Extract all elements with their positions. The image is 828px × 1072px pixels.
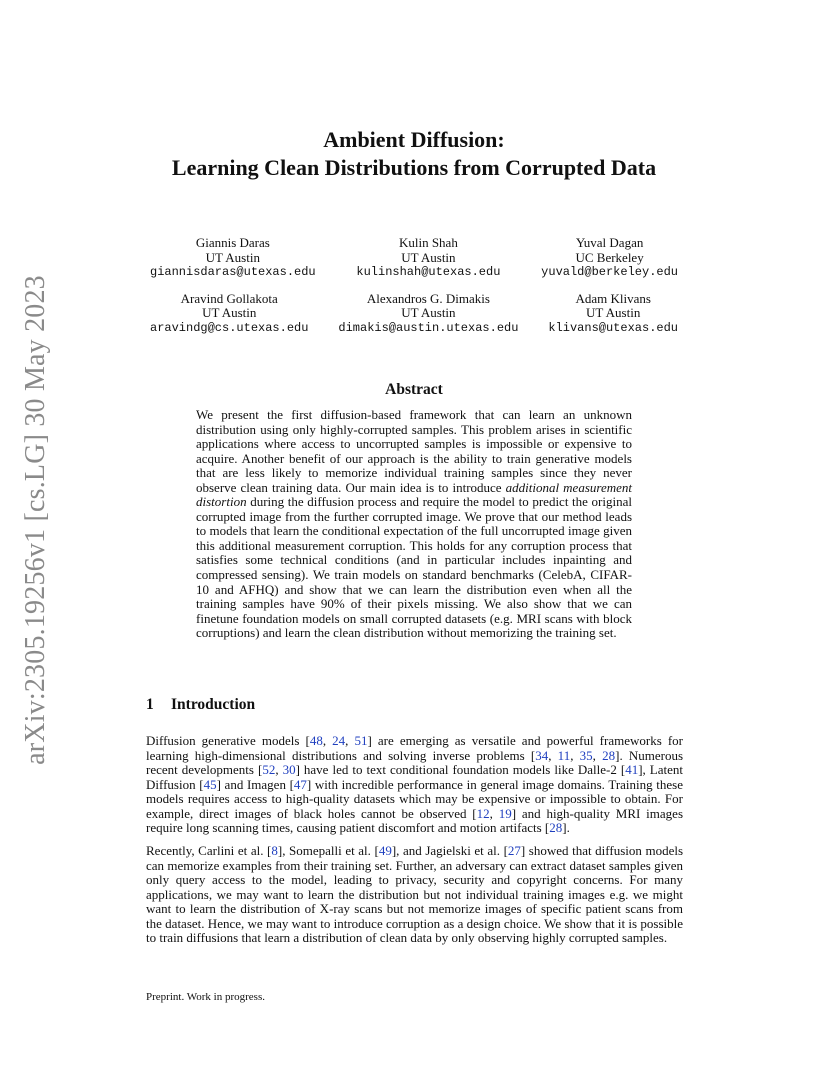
author-card [150, 236, 316, 280]
author-name: Aravind Gollakota [180, 290, 278, 306]
text-run: ] are emerging as versatile and powerful frameworks for learning high-dimensional distributions and solving inverse problems [ [146, 733, 683, 763]
citation-link[interactable]: 24 [332, 733, 346, 748]
citation-link[interactable]: 48 [309, 733, 323, 748]
author-email: yuvald@berkeley.edu [541, 265, 678, 280]
text-run: , [322, 733, 333, 748]
text-run: ], and Jagielski et al. [ [391, 843, 508, 858]
text-run: Diffusion generative models [ [146, 733, 310, 748]
abstract-part-2: during the diffusion process and require the model to predict the original corrupted image from the further corrupted image. We prove that our method leads to models that learn the conditional expectation of the full uncorrupted image given this additional measurement corruption. This holds for any corruption process that satisfies some technical conditions (and in particular includes inpainting and compressed sensing). We train models on standard benchmarks (CelebA, CIFAR-10 and AFHQ) and show that we can learn the distribution even when all the training samples have 90% of their pixels missing. We also show that we can finetune foundation models on small corrupted datasets (e.g. MRI scans with block corruptions) and learn the clean distribution without memorizing the training set. [196, 494, 632, 641]
author-name: Kulin Shah [398, 235, 458, 250]
author-email: kulinshah@utexas.edu [356, 265, 501, 280]
citation-link[interactable]: 12 [476, 805, 490, 821]
text-run: , [570, 747, 580, 763]
text-run: Recently, Carlini et al. [ [146, 843, 272, 858]
author-affiliation: UC Berkeley [575, 249, 644, 265]
author-name: Giannis Daras [195, 235, 270, 250]
footnote: Preprint. Work in progress. [146, 991, 265, 1003]
citation-link[interactable]: 28 [602, 747, 616, 763]
intro-paragraph-1 [146, 734, 683, 836]
arxiv-stamp [8, 275, 64, 765]
author-card [541, 236, 678, 280]
text-run: , [345, 733, 355, 748]
section-number: 1 [146, 696, 154, 713]
text-run: , [548, 747, 558, 763]
author-card [548, 292, 678, 336]
author-name: Alexandros G. Dimakis [366, 290, 490, 306]
author-name: Yuval Dagan [575, 235, 644, 250]
author-block [150, 236, 678, 348]
arxiv-stamp-text: arXiv:2305.19256v1 [cs.LG] 30 May 2023 [20, 275, 52, 765]
citation-link[interactable]: 49 [378, 843, 392, 858]
section-heading [146, 696, 255, 714]
author-email: klivans@utexas.edu [548, 320, 678, 335]
abstract-part-1: We present the first diffusion-based framework that can learn an unknown distribution using only highly-corrupted samples. This problem arises in scientific applications where access to uncorrupted samples is impossible or expensive to acquire. Another benefit of our approach is the ability to train generative models that are less likely to memorize individual training samples since they never observe clean training data. Our main idea is to introduce [196, 407, 632, 495]
citation-link[interactable]: 19 [498, 805, 512, 821]
title-line-2: Learning Clean Distributions from Corrupted Data [171, 155, 657, 180]
paper-title [100, 126, 728, 182]
citation-link[interactable]: 35 [579, 747, 593, 763]
author-card [338, 292, 518, 336]
author-email: aravindg@cs.utexas.edu [150, 320, 309, 335]
text-run: ] and high-quality MRI images require long scanning times, causing patient discomfort and motion artifacts [ [146, 805, 684, 836]
section-title: Introduction [171, 696, 256, 713]
citation-link[interactable]: 47 [293, 776, 307, 792]
author-affiliation: UT Austin [205, 249, 260, 265]
citation-link[interactable]: 41 [625, 762, 639, 778]
author-affiliation: UT Austin [586, 305, 641, 321]
author-card [356, 236, 500, 280]
citation-link[interactable]: 27 [507, 843, 521, 858]
abstract-emphasis: additional measurement distortion [196, 479, 632, 510]
citation-link[interactable]: 11 [557, 747, 571, 763]
citation-link[interactable]: 51 [354, 733, 368, 748]
author-email: dimakis@austin.utexas.edu [338, 320, 519, 335]
text-run: ] showed that diffusion models can memorize examples from their training set. Further, an adversary can extract dataset samples given only query access to the model, leading to privacy, security and copyright concerns. For many applications, we may want to learn the distribution but not individual training images e.g. we might want to learn the distribution of X-ray scans but not memorize images of specific patient scans from the dataset. Hence, we may want to introduce corruption as a design choice. We show that it is possible to train diffusions that learn a distribution of clean data by only observing highly corrupted samples. [146, 843, 684, 946]
text-run: ]. [562, 820, 570, 836]
title-line-1: Ambient Diffusion: [323, 127, 505, 152]
citation-link[interactable]: 45 [203, 776, 217, 792]
text-run: ] have led to text conditional foundation models like Dalle-2 [ [295, 762, 626, 778]
text-run: ], Latent Diffusion [ [146, 762, 683, 792]
text-run: ], Somepalli et al. [ [277, 843, 379, 858]
intro-paragraph-2 [146, 844, 683, 946]
citation-link[interactable]: 28 [549, 820, 563, 836]
citation-link[interactable]: 30 [282, 762, 296, 778]
citation-link[interactable]: 34 [535, 747, 549, 763]
author-row-1 [150, 236, 678, 280]
author-affiliation: UT Austin [401, 249, 456, 265]
text-run: , [489, 805, 499, 821]
author-email: giannisdaras@utexas.edu [150, 265, 316, 280]
text-run: , [592, 747, 603, 763]
abstract-text [196, 408, 632, 641]
citation-link[interactable]: 52 [262, 762, 276, 778]
text-run: , [275, 762, 283, 778]
author-row-2 [150, 292, 678, 336]
author-affiliation: UT Austin [401, 305, 456, 321]
text-run: ]. Numerous recent developments [ [146, 747, 684, 778]
author-card [150, 292, 308, 336]
citation-link[interactable]: 8 [271, 843, 278, 858]
text-run: ] with incredible performance in general image domains. Training these models requires access to high-quality datasets which may be expensive or impossible to obtain. For example, direct images of black holes cannot be observed [ [146, 776, 683, 821]
abstract-heading: Abstract [385, 381, 443, 398]
author-name: Adam Klivans [575, 290, 651, 306]
author-affiliation: UT Austin [202, 305, 257, 321]
text-run: ] and Imagen [ [216, 776, 294, 792]
